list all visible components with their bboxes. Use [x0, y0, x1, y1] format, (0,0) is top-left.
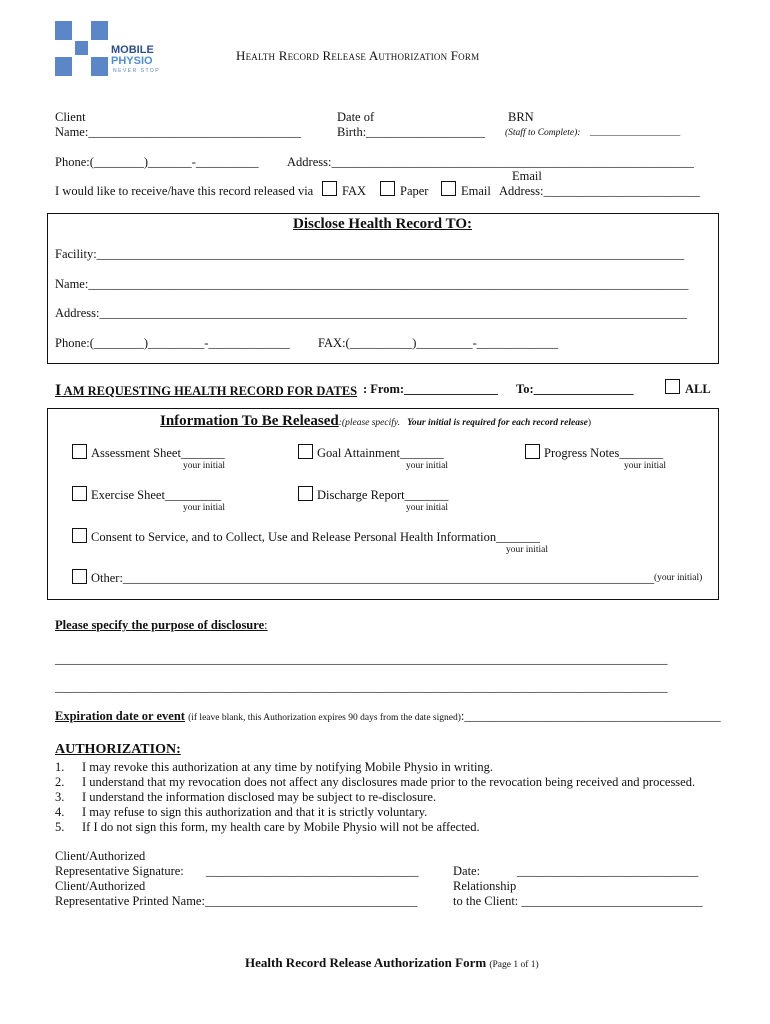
printed-name-field[interactable]: Representative Printed Name:__________________________________: [55, 894, 418, 908]
authorization-item-2-num: 2.: [55, 775, 65, 789]
email-address-field[interactable]: Address:_________________________: [499, 184, 700, 198]
information-note-start: :(please specify.: [338, 418, 400, 428]
signature-field[interactable]: __________________________________: [206, 864, 419, 878]
dates-from-field[interactable]: : From:_______________: [363, 382, 498, 396]
dob-field[interactable]: Birth:___________________: [337, 125, 485, 139]
purpose-label: [55, 618, 268, 633]
email-checkbox[interactable]: [441, 181, 456, 196]
relationship-field[interactable]: to the Client: _____________________________: [453, 894, 703, 908]
discharge-report-label: Discharge Report_______: [317, 488, 449, 502]
expiration-note: (if leave blank, this Authorization expires 90 days from the date signed): [188, 713, 461, 723]
authorization-item-5-num: 5.: [55, 820, 65, 834]
assessment-sheet-checkbox[interactable]: [72, 444, 87, 459]
logo-text-mobile: MOBILE: [111, 44, 154, 56]
progress-notes-initial: your initial: [624, 461, 666, 471]
disclose-fax-field[interactable]: FAX:(__________)_________-_____________: [318, 336, 559, 350]
authorization-item-4-num: 4.: [55, 805, 65, 819]
authorization-item-2: I understand that my revocation does not affect any disclosures made prior to the revocation being received and processed.: [82, 775, 696, 789]
progress-notes-label: Progress Notes_______: [544, 446, 664, 460]
client-name-label: Client: [55, 110, 86, 124]
expiration-label: Expiration date or event: [55, 709, 185, 723]
purpose-line-1[interactable]: __________________________________________________________________________________________________: [55, 652, 668, 666]
logo-text-physio: PHYSIO: [111, 55, 153, 67]
footer-title: Health Record Release Authorization Form: [245, 955, 487, 970]
fax-label: FAX: [342, 184, 367, 198]
all-dates-checkbox[interactable]: [665, 379, 680, 394]
client-name-field[interactable]: Name:__________________________________: [55, 125, 301, 139]
authorization-item-1: I may revoke this authorization at any time by notifying Mobile Physio in writing.: [82, 760, 494, 774]
disclose-phone-field[interactable]: Phone:(________)_________-_____________: [55, 336, 290, 350]
dates-request-label: [55, 382, 357, 400]
disclose-name-field[interactable]: Name:________________________________________________________________________________________________: [55, 277, 689, 291]
logo-tagline: NEVER STOP: [113, 68, 161, 74]
printed-name-label: Client/Authorized: [55, 879, 146, 893]
phone-field[interactable]: Phone:(________)_______-__________: [55, 155, 259, 169]
authorization-item-5: If I do not sign this form, my health care by Mobile Physio will not be affected.: [82, 820, 480, 834]
brn-staff-note: (Staff to Complete):: [505, 128, 581, 138]
all-dates-label: ALL: [685, 382, 711, 396]
disclose-heading: Disclose Health Record TO:: [293, 216, 473, 232]
authorization-item-4: I may refuse to sign this authorization and that it is strictly voluntary.: [82, 805, 428, 819]
consent-checkbox[interactable]: [72, 528, 87, 543]
exercise-sheet-initial: your initial: [183, 503, 225, 513]
purpose-label-text: Please specify the purpose of disclosure: [55, 618, 265, 632]
information-note-initial: Your initial is required for each record release: [407, 418, 588, 428]
date-field[interactable]: _____________________________: [517, 864, 699, 878]
dob-label: Date of: [337, 110, 375, 124]
discharge-report-initial: your initial: [406, 503, 448, 513]
footer: [245, 955, 539, 971]
signature-label-2: Representative Signature:: [55, 864, 184, 878]
goal-attainment-checkbox[interactable]: [298, 444, 313, 459]
other-field[interactable]: Other:_____________________________________________________________________________________: [91, 571, 655, 585]
address-field[interactable]: Address:__________________________________________________________: [287, 155, 694, 169]
progress-notes-checkbox[interactable]: [525, 444, 540, 459]
purpose-label-colon: :: [264, 618, 268, 632]
logo-cross-icon: [55, 21, 108, 76]
brn-label: BRN: [508, 110, 534, 124]
receive-via-text: I would like to receive/have this record released via: [55, 184, 314, 198]
goal-attainment-label: Goal Attainment_______: [317, 446, 444, 460]
dates-request-text: AM REQUESTING HEALTH RECORD FOR DATES: [61, 384, 358, 398]
information-heading-row: [160, 413, 591, 430]
information-note-end: ): [587, 418, 592, 428]
form-title: Health Record Release Authorization Form: [236, 48, 480, 63]
goal-attainment-initial: your initial: [406, 461, 448, 471]
other-initial: (your initial): [654, 573, 703, 583]
disclose-address-field[interactable]: Address:______________________________________________________________________________________________: [55, 306, 687, 320]
exercise-sheet-checkbox[interactable]: [72, 486, 87, 501]
paper-checkbox[interactable]: [380, 181, 395, 196]
fax-checkbox[interactable]: [322, 181, 337, 196]
assessment-sheet-initial: your initial: [183, 461, 225, 471]
dates-to-field[interactable]: To:________________: [516, 382, 634, 396]
brn-field[interactable]: ___________________: [590, 128, 681, 138]
footer-page: (Page 1 of 1): [489, 960, 539, 970]
disclose-facility-field[interactable]: Facility:______________________________________________________________________________________________: [55, 247, 685, 261]
email-label: Email: [512, 169, 542, 183]
date-label: Date:: [453, 864, 481, 878]
authorization-heading: AUTHORIZATION:: [55, 742, 181, 757]
email-option-label: Email: [461, 184, 491, 198]
signature-label-1: Client/Authorized: [55, 849, 146, 863]
information-heading: Information To Be Released: [160, 413, 339, 429]
expiration-row: [55, 709, 721, 724]
expiration-field[interactable]: :_________________________________________: [460, 709, 721, 723]
exercise-sheet-label: Exercise Sheet_________: [91, 488, 222, 502]
consent-initial: your initial: [506, 545, 548, 555]
authorization-item-3-num: 3.: [55, 790, 65, 804]
mobile-physio-logo: [55, 21, 165, 76]
assessment-sheet-label: Assessment Sheet_______: [91, 446, 225, 460]
dates-request-initial: I: [55, 382, 62, 399]
other-checkbox[interactable]: [72, 569, 87, 584]
authorization-item-3: I understand the information disclosed may be subject to re-disclosure.: [82, 790, 437, 804]
discharge-report-checkbox[interactable]: [298, 486, 313, 501]
relationship-label: Relationship: [453, 879, 517, 893]
consent-label: Consent to Service, and to Collect, Use and Release Personal Health Information_______: [91, 530, 540, 544]
purpose-line-2[interactable]: __________________________________________________________________________________________________: [55, 680, 668, 694]
authorization-item-1-num: 1.: [55, 760, 65, 774]
paper-label: Paper: [400, 184, 429, 198]
